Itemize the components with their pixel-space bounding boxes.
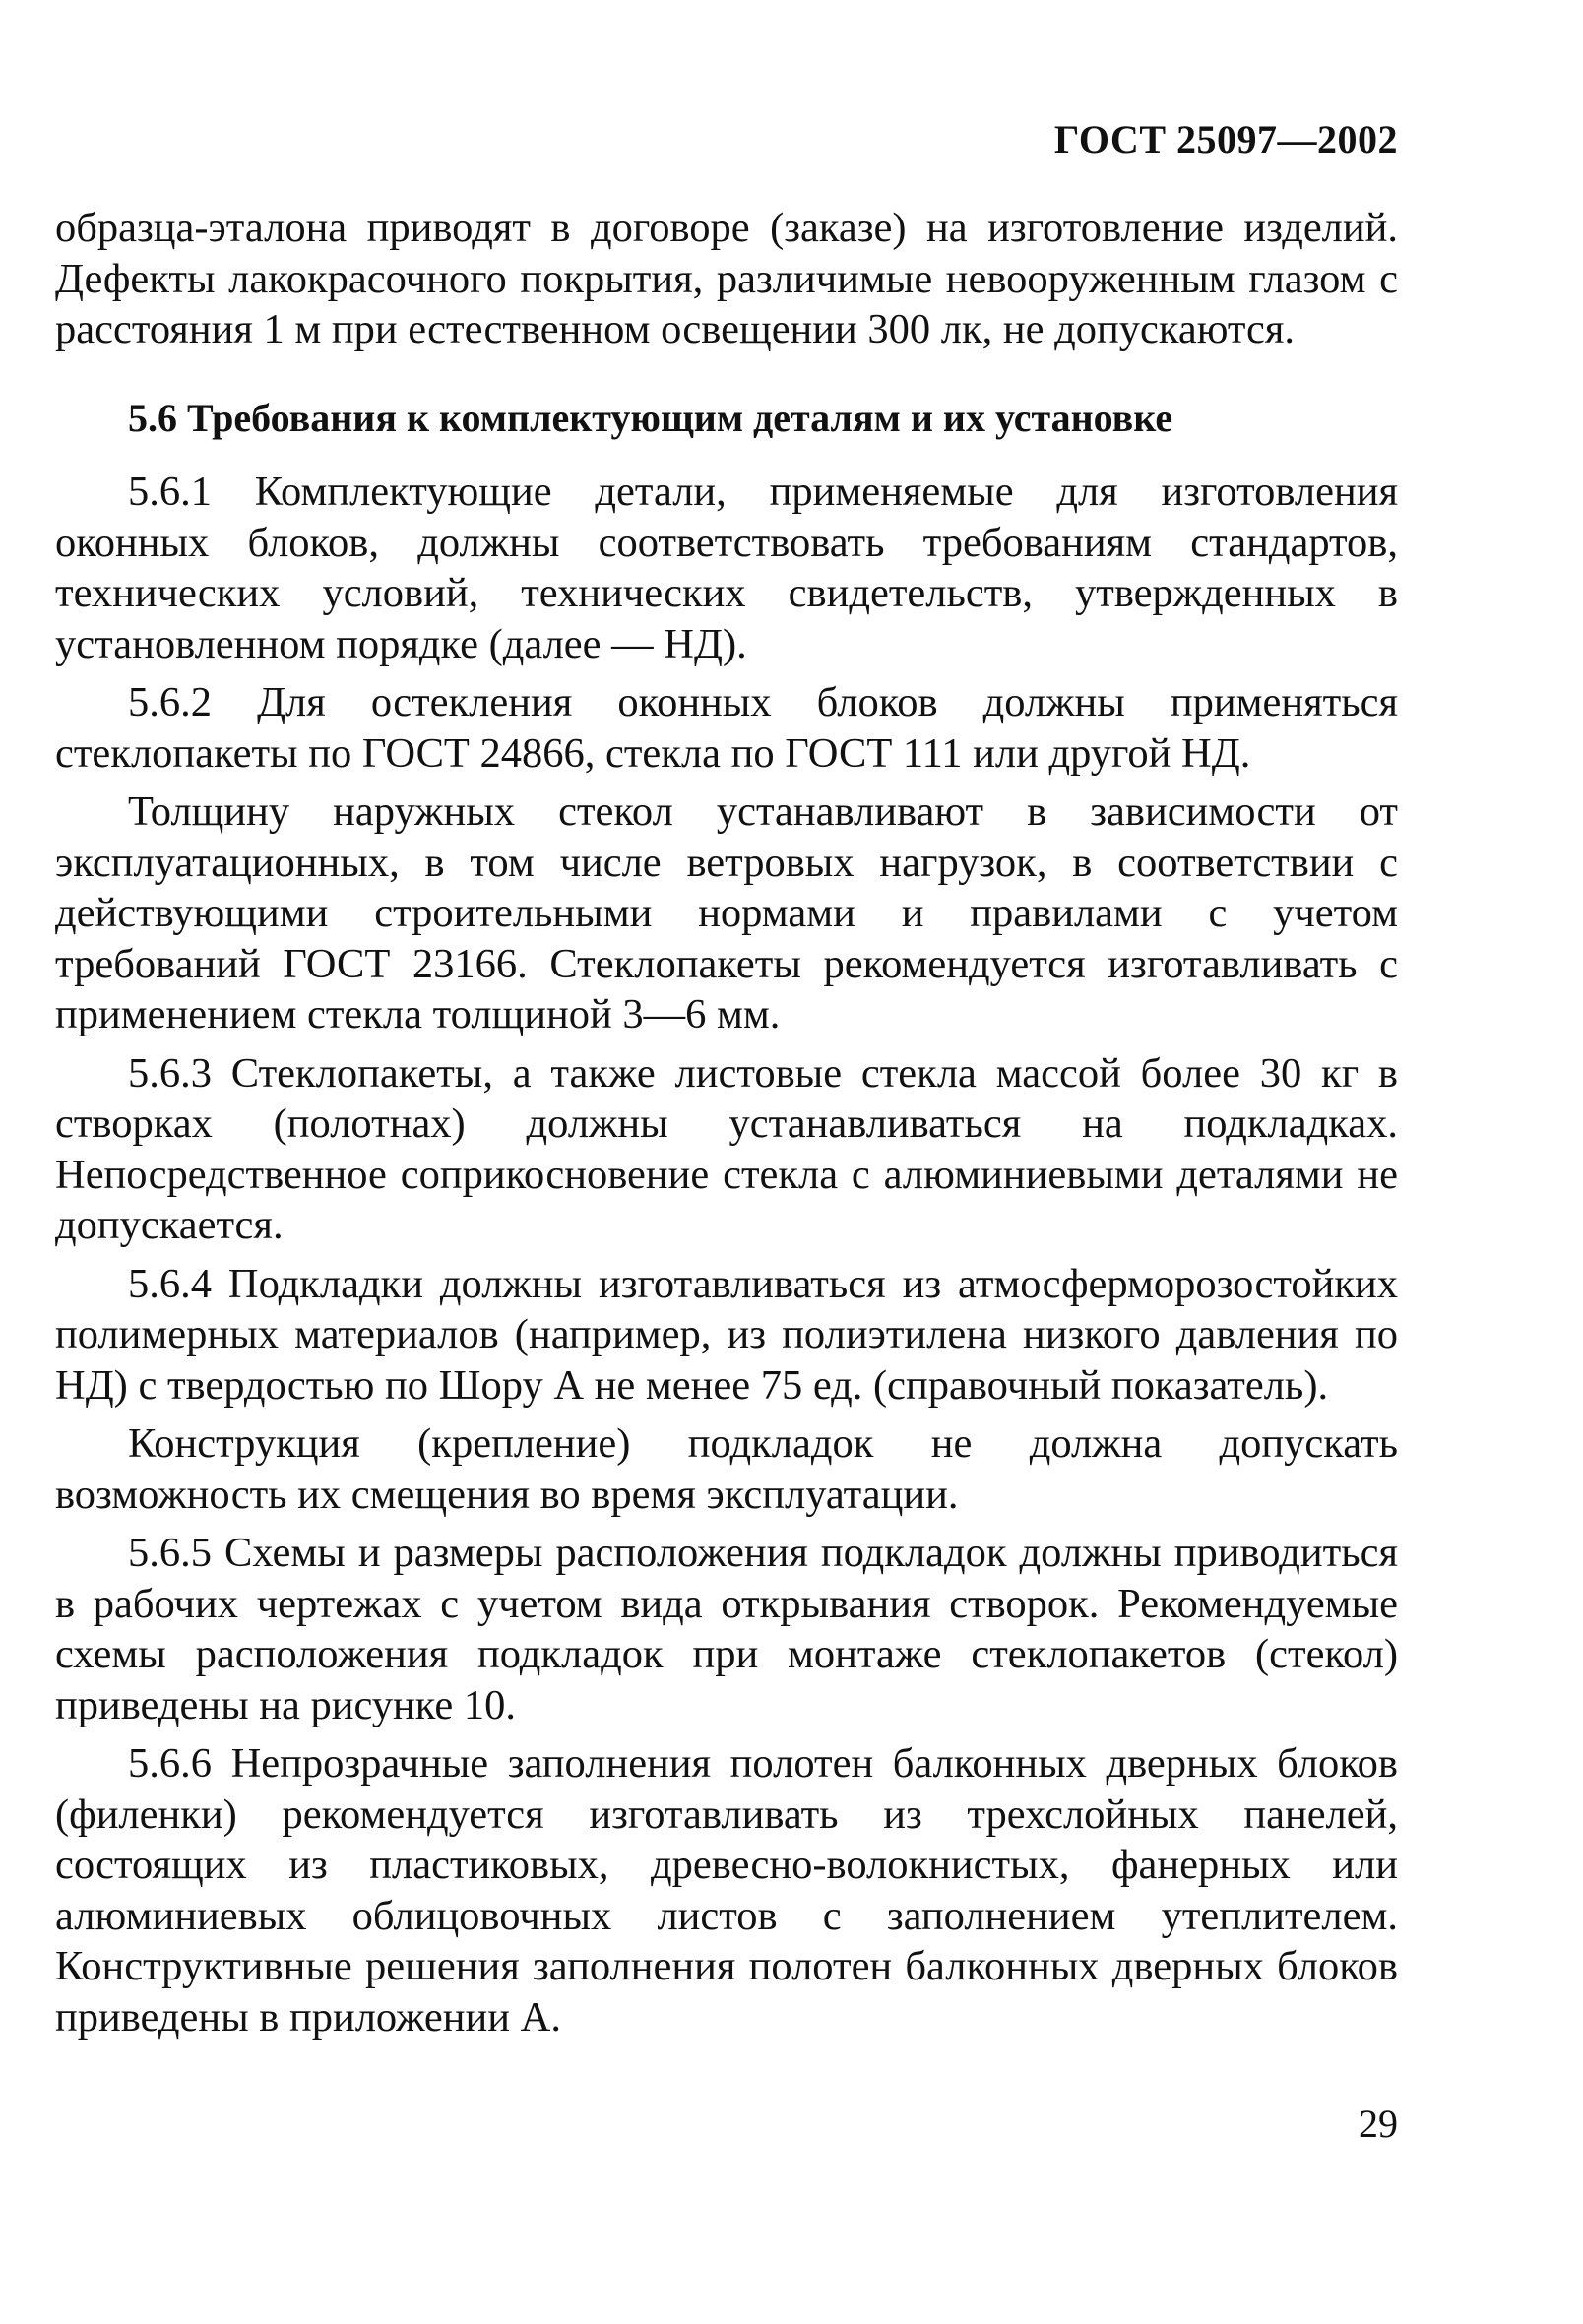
document-body bbox=[55, 203, 1398, 2050]
standard-header: ГОСТ 25097—2002 bbox=[1053, 117, 1398, 161]
paragraph-5-6-4: 5.6.4 Подкладки должны изготавливаться из атмосферморозостойких полимерных материалов (например, из полиэтилена низкого давления по НД) с твердостью по Шору А не менее 75 ед. (справочный показатель). bbox=[55, 1260, 1398, 1409]
paragraph-glass-thickness: Толщину наружных стекол устанавливают в зависимости от эксплуатационных, в том числе ветровых нагрузок, в соответствии с действующими строительными нормами и правилами с учетом требований ГОСТ 23166. Стеклопакеты рекомендуется изготавливать с применением стекла толщиной 3—6 мм. bbox=[55, 788, 1398, 1037]
paragraph-5-6-3: 5.6.3 Стеклопакеты, а также листовые стекла массой более 30 кг в створках (полотнах) должны устанавливаться на подкладках. Непосредственное соприкосновение стекла с алюминиевыми деталями не допускается. bbox=[55, 1049, 1398, 1248]
paragraph-5-6-1: 5.6.1 Комплектующие детали, применяемые для изготовления оконных блоков, должны соответствовать требованиям стандартов, технических условий, технических свидетельств, утвержденных в установленном порядке (далее — НД). bbox=[55, 469, 1398, 667]
paragraph-5-6-2: 5.6.2 Для остекления оконных блоков должны применяться стеклопакеты по ГОСТ 24866, стекла по ГОСТ 111 или другой НД. bbox=[55, 679, 1398, 777]
paragraph-shims-construction: Конструкция (крепление) подкладок не должна допускать возможность их смещения во время эксплуатации. bbox=[55, 1420, 1398, 1518]
paragraph-5-6-6: 5.6.6 Непрозрачные заполнения полотен балконных дверных блоков (филенки) рекомендуется изготавливать из трехслойных панелей, состоящих из пластиковых, древесно-волокнистых, фанерных или алюминиевых облицовочных листов с заполнением утеплителем. Конструктивные решения заполнения полотен балконных дверных блоков приведены в приложении А. bbox=[55, 1740, 1398, 2041]
paragraph-5-6-5: 5.6.5 Схемы и размеры расположения подкладок должны приводиться в рабочих чертежах с учетом вида открывания створок. Рекомендуемые схемы расположения подкладок при монтаже стеклопакетов (стекол) приведены на рисунке 10. bbox=[55, 1530, 1398, 1728]
section-heading: 5.6 Требования к комплектующим деталям и их установке bbox=[128, 395, 1173, 440]
page-number: 29 bbox=[1359, 2102, 1398, 2146]
paragraph-continuation: образца-эталона приводят в договоре (заказе) на изготовление изделий. Дефекты лакокрасочного покрытия, различимые невооруженным глазом с расстояния 1 м при естественном освещении 300 лк, не допускаются. bbox=[55, 205, 1398, 352]
